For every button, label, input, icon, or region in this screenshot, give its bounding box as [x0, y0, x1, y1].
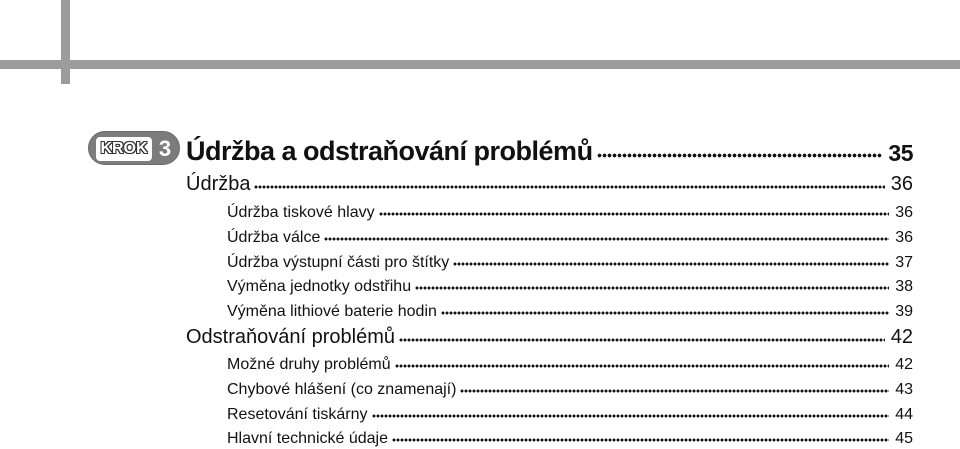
step-badge [88, 131, 180, 165]
dot-leader [399, 338, 885, 342]
toc-entry-title: Údržba válce [227, 229, 321, 246]
toc-entry-page: 42 [895, 356, 913, 373]
dot-leader [379, 212, 890, 216]
dot-leader [597, 153, 883, 158]
toc-entry-page: 36 [895, 229, 913, 246]
toc-entry-title: Výměna jednotky odstřihu [227, 278, 412, 295]
toc-entry-hlavni-technicke-udaje[interactable] [227, 426, 913, 448]
toc-entry-title: Odstraňování problémů [186, 326, 396, 348]
toc-entry-vymena-baterie[interactable] [227, 299, 913, 321]
toc-entry-title: Možné druhy problémů [227, 356, 391, 373]
toc-entry-title: Údržba tiskové hlavy [227, 204, 375, 221]
toc-entry-page: 38 [895, 278, 913, 295]
dot-leader [254, 185, 884, 189]
step-badge-number: 3 [158, 136, 172, 161]
step-badge-label: KROK [96, 137, 152, 161]
toc-entry-page: 36 [895, 204, 913, 221]
dot-leader [441, 311, 889, 315]
dot-leader [392, 438, 889, 442]
toc-entry-page: 45 [895, 430, 913, 447]
toc-entry-udrzba-valce[interactable] [227, 225, 913, 247]
decorative-horizontal-bar [0, 60, 960, 69]
toc-entry-title: Chybové hlášení (co znamenají) [227, 381, 457, 398]
dot-leader [453, 262, 889, 266]
toc-entry-resetovani-tiskarny[interactable] [227, 402, 913, 424]
toc-entry-title: Údržba výstupní části pro štítky [227, 254, 450, 271]
toc-entry-udrzba-tiskove-hlavy[interactable] [227, 200, 913, 222]
toc-entry-vymena-jednotky-odstrihu[interactable] [227, 274, 913, 296]
toc-entry-page: 36 [890, 173, 913, 195]
dot-leader [415, 286, 889, 290]
toc-entry-chybove-hlaseni[interactable] [227, 377, 913, 399]
toc-entry-udrzba-vystupni-casti[interactable] [227, 250, 913, 272]
decorative-vertical-bar [61, 0, 70, 84]
toc-entry-page: 44 [895, 406, 913, 423]
dot-leader [395, 364, 890, 368]
toc-entry-title: Hlavní technické údaje [227, 430, 388, 447]
toc-section-odstranovani-problemu[interactable] [186, 323, 913, 349]
toc-section-udrzba[interactable] [186, 170, 913, 196]
toc-entry-mozne-druhy-problemu[interactable] [227, 352, 913, 374]
dot-leader [324, 237, 889, 241]
toc-entry-page: 39 [895, 303, 913, 320]
toc-entry-title: Údržba [186, 173, 251, 195]
chapter-title: Údržba a odstraňování problémů [186, 136, 593, 166]
toc-entry-title: Resetování tiskárny [227, 406, 368, 423]
toc-entry-page: 42 [890, 326, 913, 348]
dot-leader [460, 389, 889, 393]
toc-chapter-row[interactable] [186, 131, 913, 167]
toc-entry-title: Výměna lithiové baterie hodin [227, 303, 437, 320]
toc-entry-page: 43 [895, 381, 913, 398]
dot-leader [372, 414, 890, 418]
toc-entry-page: 37 [895, 254, 913, 271]
chapter-page-number: 35 [888, 140, 913, 166]
